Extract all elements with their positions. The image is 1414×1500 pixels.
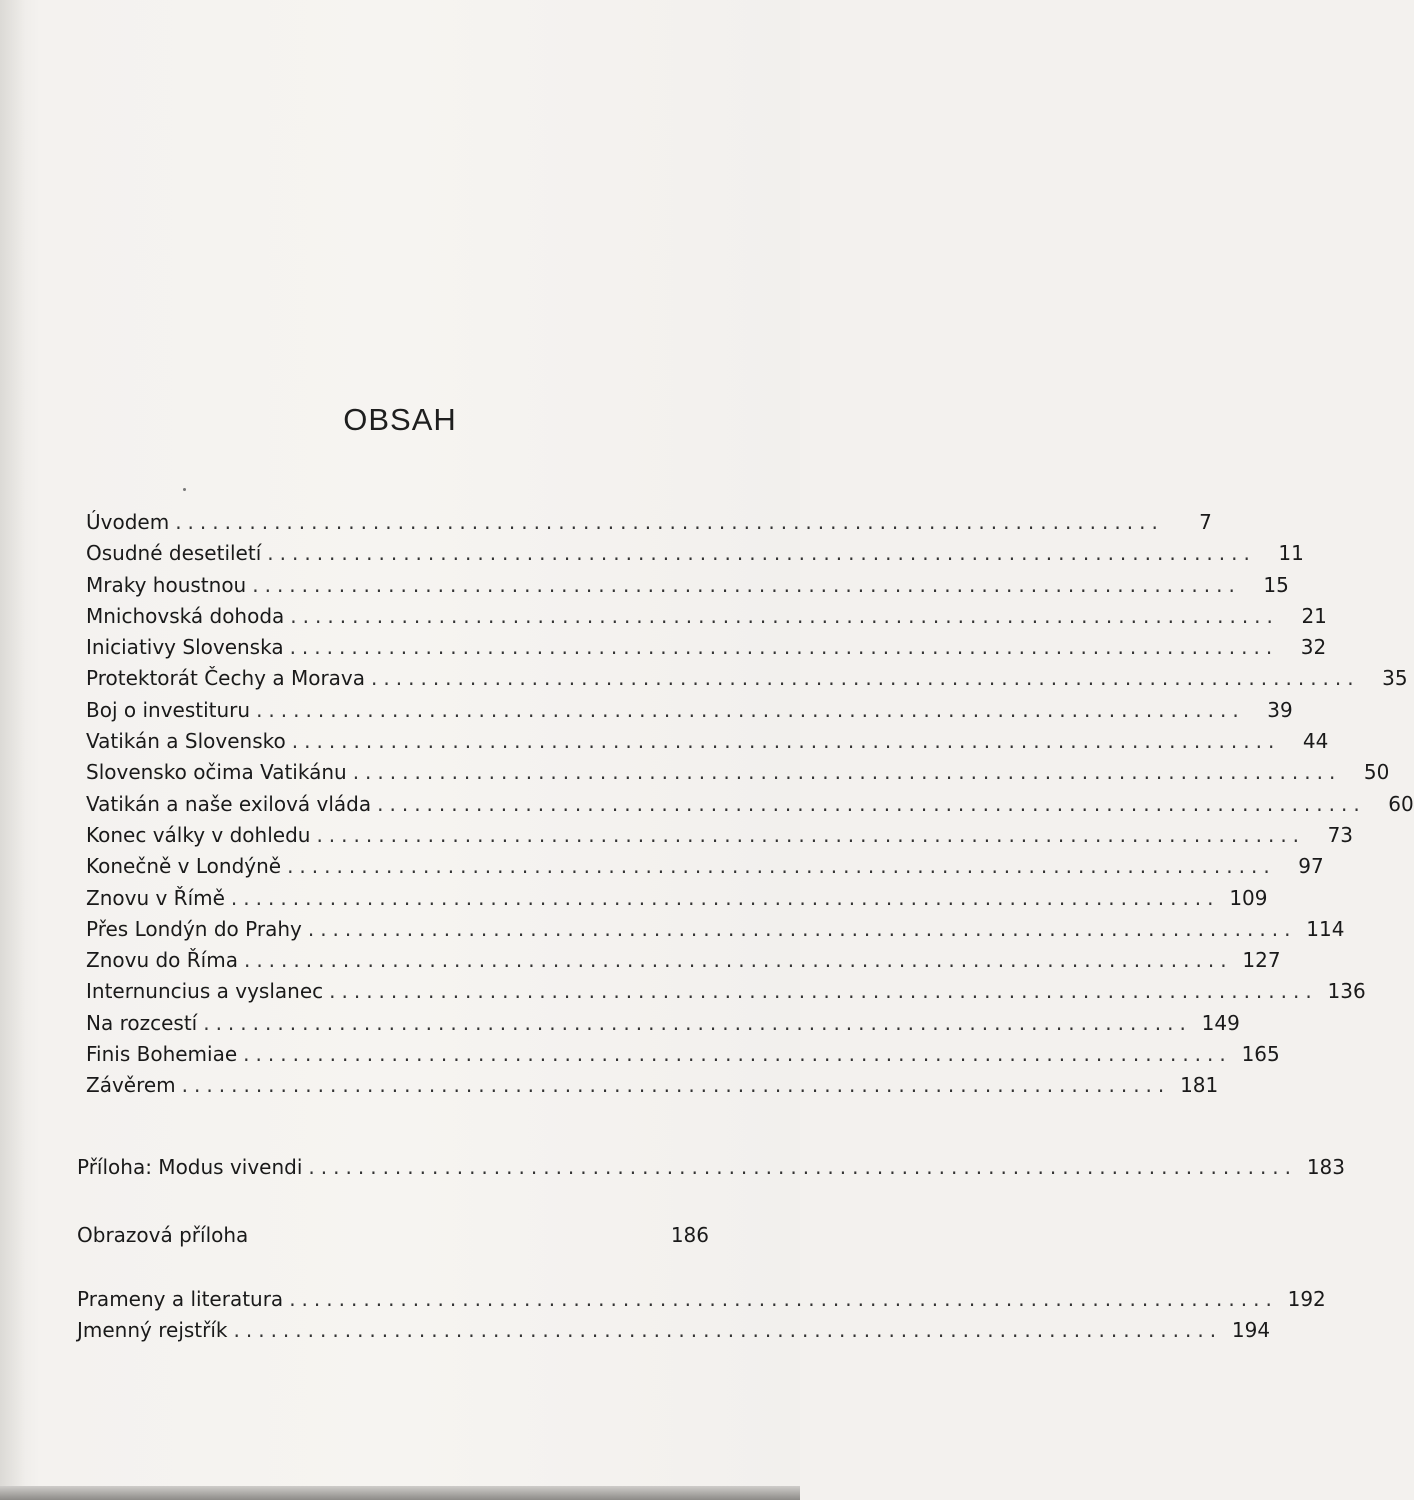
toc-entry-title: Internuncius a vyslanec (86, 979, 324, 1004)
toc-entry-page: 21 (1301, 603, 1327, 628)
toc-dot-leader: ................................................................................ (256, 697, 1245, 722)
toc-dot-leader: ................................................................................ (377, 791, 1366, 816)
toc-dot-leader: ................................................................................ (316, 822, 1306, 847)
toc-entry (86, 603, 1327, 635)
toc-dot-leader: ................................................................................ (291, 729, 1281, 754)
toc-entry-page: 15 (1263, 572, 1289, 597)
toc-entry-title: Závěrem (86, 1073, 176, 1098)
toc-entry-title: Konečně v Londýně (86, 854, 282, 879)
toc-entry-page: 60 (1388, 791, 1414, 816)
toc-entry-page: 114 (1306, 916, 1345, 941)
toc-entry-page: 44 (1302, 729, 1329, 754)
toc-dot-leader: ................................................................................ (233, 1318, 1223, 1343)
toc-entry-page: 165 (1241, 1042, 1280, 1067)
toc-dot-leader: ................................................................................ (329, 979, 1318, 1004)
toc-entry (86, 635, 1327, 666)
toc-entry (77, 1155, 1346, 1186)
toc-dot-leader: ................................................................................ (175, 510, 1164, 534)
toc-entry-title: Přes Londýn do Prahy (86, 916, 302, 941)
toc-dot-leader: ................................................................................ (267, 541, 1256, 566)
toc-dot-leader: ................................................................................ (243, 1042, 1232, 1067)
toc-entry-title: Slovensko očima Vatikánu (86, 760, 347, 785)
toc-entry-page: 186 (670, 1223, 709, 1247)
toc-entry-title: Obrazová příloha (77, 1223, 249, 1247)
toc-entry-page: 192 (1287, 1287, 1326, 1311)
toc-entry (86, 1042, 1280, 1073)
toc-appendix-modus (77, 1155, 1346, 1186)
toc-sources (77, 1287, 1326, 1350)
toc-entry-title: Příloha: Modus vivendi (77, 1155, 303, 1179)
toc-main (86, 510, 1414, 1105)
toc-entry-title: Jmenný rejstřík (77, 1318, 228, 1343)
toc-entry-title: Konec války v dohledu (86, 822, 311, 847)
paper-speck (183, 488, 186, 491)
toc-dot-leader: ................................................................................ (290, 603, 1279, 628)
toc-dot-leader: ................................................................................ (289, 635, 1279, 660)
toc-entry-page: 109 (1229, 885, 1268, 910)
toc-dot-leader: ................................................................................ (203, 1010, 1192, 1035)
toc-entry-title: Vatikán a naše exilová vláda (86, 791, 372, 816)
toc-entry-title: Na rozcestí (86, 1010, 198, 1035)
toc-entry-title: Iniciativy Slovenska (86, 635, 284, 660)
toc-entry-title: Mnichovská dohoda (86, 603, 285, 628)
toc-dot-leader: ................................................................................ (243, 948, 1233, 973)
toc-entry (77, 1287, 1326, 1318)
toc-dot-leader: ................................................................................ (307, 916, 1297, 941)
toc-entry-title: Mraky houstnou (86, 572, 247, 597)
toc-entry-page: 136 (1327, 979, 1366, 1004)
toc-entry (86, 791, 1414, 823)
toc-entry-page: 50 (1363, 760, 1390, 785)
toc-entry (86, 760, 1390, 791)
toc-dot-leader: ................................................................................ (371, 666, 1360, 691)
toc-appendix-images (77, 1223, 709, 1254)
toc-entry (77, 1318, 1271, 1349)
toc-entry (86, 510, 1212, 541)
toc-entry (86, 854, 1324, 885)
toc-entry-title: Osudné desetiletí (86, 541, 262, 566)
toc-entry-page: 181 (1180, 1073, 1219, 1098)
toc-entry (86, 1010, 1240, 1042)
page-title: OBSAH (343, 402, 457, 437)
toc-entry-page: 35 (1382, 666, 1408, 691)
toc-dot-leader: ................................................................................ (252, 572, 1241, 597)
toc-entry (86, 1073, 1219, 1104)
toc-dot-leader: ................................................................................ (181, 1073, 1171, 1098)
toc-entry-page: 39 (1267, 697, 1293, 722)
toc-entry-page: 7 (1199, 510, 1212, 534)
toc-entry (86, 666, 1408, 697)
toc-entry-page: 97 (1298, 854, 1324, 879)
toc-entry-page: 11 (1278, 541, 1304, 566)
toc-entry (86, 697, 1293, 729)
toc-entry-title: Úvodem (86, 510, 170, 534)
toc-entry-title: Vatikán a Slovensko (86, 729, 286, 754)
toc-dot-leader: ................................................................................ (230, 885, 1220, 910)
toc-entry (86, 572, 1289, 604)
toc-entry-page: 183 (1306, 1155, 1346, 1179)
toc-entry-title: Boj o investituru (86, 697, 251, 722)
toc-entry-page: 194 (1231, 1318, 1271, 1343)
page-bottom-edge (0, 1486, 800, 1500)
toc-entry-page: 149 (1201, 1010, 1240, 1035)
toc-dot-leader: ................................................................................ (352, 760, 1342, 785)
toc-entry-page: 32 (1300, 635, 1327, 660)
spine-shadow (0, 0, 26, 1500)
toc-dot-leader: ................................................................................ (287, 854, 1276, 879)
toc-dot-leader: ................................................................................ (308, 1155, 1298, 1179)
toc-dot-leader: ................................................................................ (289, 1287, 1278, 1311)
toc-entry (86, 916, 1345, 948)
toc-entry-title: Znovu do Říma (86, 948, 238, 973)
toc-entry (86, 541, 1304, 572)
toc-entry (86, 948, 1281, 979)
toc-entry (86, 729, 1329, 760)
toc-entry (86, 822, 1354, 854)
toc-entry (86, 885, 1268, 917)
toc-entry (86, 979, 1366, 1010)
toc-entry-page: 127 (1242, 948, 1281, 973)
toc-entry-title: Prameny a literatura (77, 1287, 284, 1311)
toc-entry-title: Znovu v Římě (86, 885, 225, 910)
toc-entry (77, 1223, 709, 1254)
toc-entry-page: 73 (1327, 822, 1354, 847)
toc-entry-title: Protektorát Čechy a Morava (86, 666, 366, 691)
toc-entry-title: Finis Bohemiae (86, 1042, 238, 1067)
